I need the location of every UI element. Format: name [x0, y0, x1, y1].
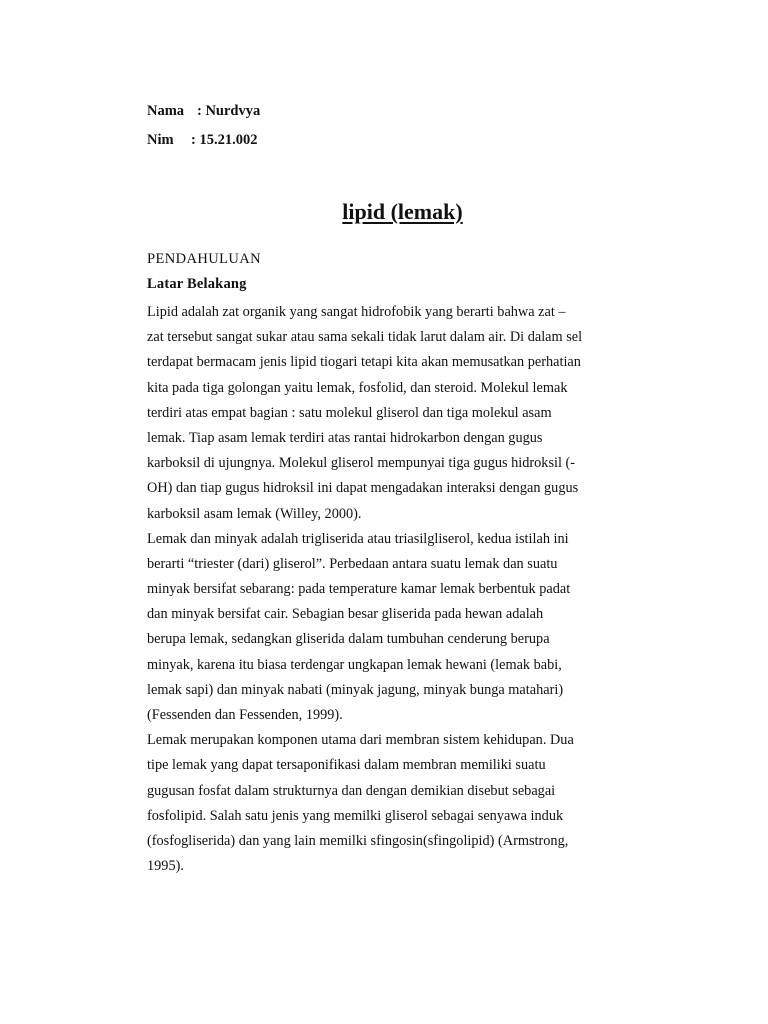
document-title: lipid (lemak)	[342, 199, 463, 224]
body-line: berupa lemak, sedangkan gliserida dalam tumbuhan cenderung berupa	[147, 631, 550, 648]
body-text	[147, 300, 647, 879]
body-line: minyak bersifat sebarang: pada temperature kamar lemak berbentuk padat	[147, 581, 571, 598]
nim-row	[147, 132, 258, 149]
body-line: fosfolipid. Salah satu jenis yang memilki gliserol sebagai senyawa induk	[147, 807, 564, 824]
body-line: Lemak dan minyak adalah trigliserida atau triasilgliserol, kedua istilah ini	[147, 530, 569, 547]
name-row	[147, 103, 261, 120]
body-line: berarti “triester (dari) gliserol”. Perbedaan antara suatu lemak dan suatu	[147, 555, 558, 572]
body-line: Lemak merupakan komponen utama dari membran sistem kehidupan. Dua	[147, 732, 574, 749]
body-line: 1995).	[147, 858, 184, 875]
section-heading: PENDAHULUAN	[147, 251, 261, 267]
body-line: Lipid adalah zat organik yang sangat hidrofobik yang berarti bahwa zat –	[147, 304, 566, 320]
nim-label: Nim	[147, 132, 174, 148]
body-line: lemak. Tiap asam lemak terdiri atas rantai hidrokarbon dengan gugus	[147, 429, 543, 446]
body-line: karboksil asam lemak (Willey, 2000).	[147, 505, 362, 522]
body-line: (fosfogliserida) dan yang lain memilki sfingosin(sfingolipid) (Armstrong,	[147, 832, 569, 849]
name-value: : Nurdvya	[197, 103, 261, 119]
body-line: terdiri atas empat bagian : satu molekul gliserol dan tiga molekul asam	[147, 404, 552, 421]
body-line: lemak sapi) dan minyak nabati (minyak jagung, minyak bunga matahari)	[147, 681, 564, 698]
name-label: Nama	[147, 103, 185, 119]
body-line: karboksil di ujungnya. Molekul gliserol mempunyai tiga gugus hidroksil (-	[147, 455, 576, 472]
body-line: (Fessenden dan Fessenden, 1999).	[147, 707, 343, 723]
body-line: terdapat bermacam jenis lipid tiogari tetapi kita akan memusatkan perhatian	[147, 354, 581, 371]
nim-value: : 15.21.002	[191, 132, 258, 148]
body-line: zat tersebut sangat sukar atau sama sekali tidak larut dalam air. Di dalam sel	[147, 329, 583, 346]
body-line: tipe lemak yang dapat tersaponifikasi dalam membran memiliki suatu	[147, 757, 546, 774]
subheading: Latar Belakang	[147, 276, 247, 292]
body-line: minyak, karena itu biasa terdengar ungkapan lemak hewani (lemak babi,	[147, 656, 562, 673]
body-line: kita pada tiga golongan yaitu lemak, fosfolid, dan steroid. Molekul lemak	[147, 379, 568, 396]
body-line: dan minyak bersifat cair. Sebagian besar gliserida pada hewan adalah	[147, 606, 544, 623]
body-line: gugusan fosfat dalam strukturnya dan dengan demikian disebut sebagai	[147, 782, 556, 799]
body-line: OH) dan tiap gugus hidroksil ini dapat mengadakan interaksi dengan gugus	[147, 480, 579, 497]
